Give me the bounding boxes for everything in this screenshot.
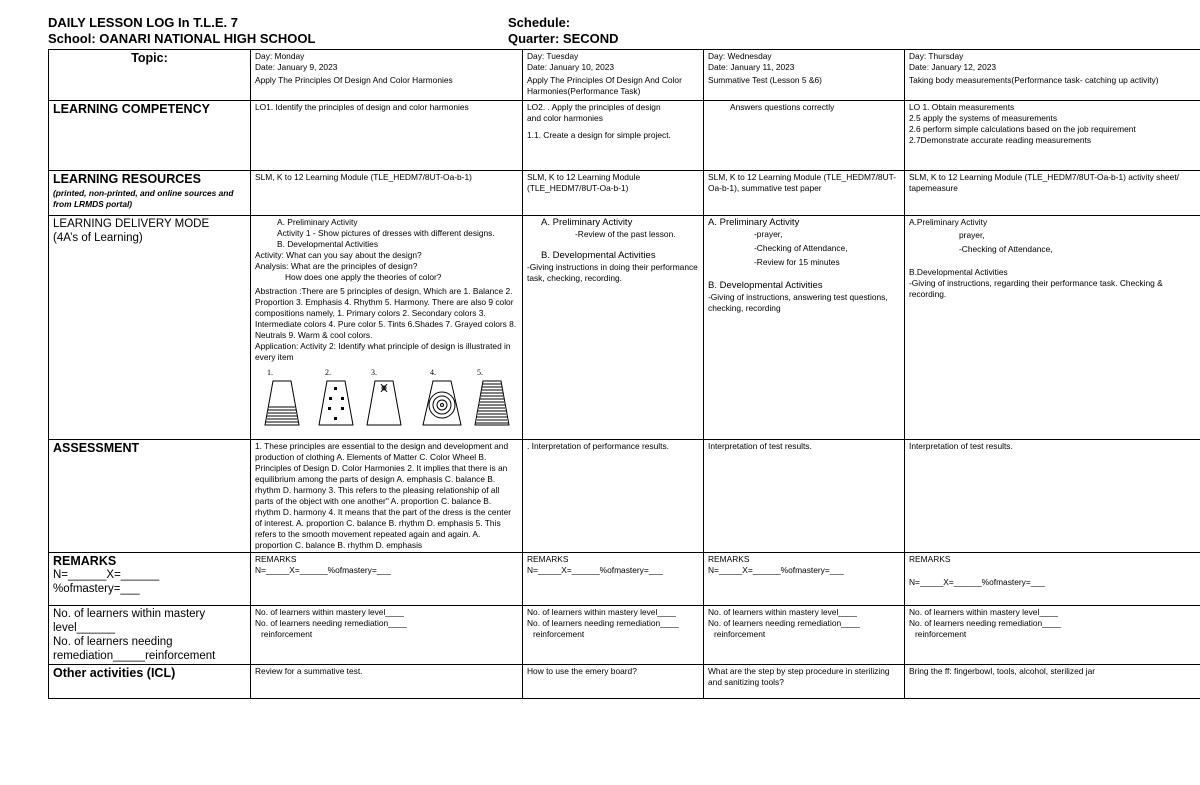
topic-label: Topic:	[49, 50, 251, 101]
school-name: School: OANARI NATIONAL HIGH SCHOOL	[48, 31, 316, 46]
remarks-line: N=_____X=______%ofmastery=___	[708, 565, 844, 575]
learners-label: No. of learners needing	[53, 636, 173, 648]
design-principles-illustration	[255, 367, 517, 433]
resources-text: SLM, K to 12 Learning Module	[527, 172, 641, 182]
assessment-label: ASSESSMENT	[49, 440, 251, 553]
thursday-topic-cell	[905, 50, 1200, 101]
assessment-row	[49, 440, 1200, 553]
monday-other: Review for a summative test.	[251, 665, 523, 699]
shape-number: 1.	[267, 368, 273, 377]
resources-row	[49, 171, 1200, 216]
activity-text: Activity 1 - Show pictures of dresses with different designs.	[277, 228, 495, 238]
competency-text: 1.1. Create a design for simple project.	[527, 130, 671, 140]
activity-text: -Giving of instructions, answering test questions, checking, recording	[708, 292, 888, 313]
learners-row	[49, 606, 1200, 665]
wednesday-topic-cell	[704, 50, 905, 101]
learners-label: remediation_____reinforcement	[53, 650, 216, 662]
resources-text: (TLE_HEDM7/8UT-Oa-b-1)	[527, 183, 629, 193]
competency-text: Answers questions correctly	[730, 102, 835, 112]
remarks-title: REMARKS	[708, 554, 750, 564]
mastery-level-text: No. of learners within mastery level____	[708, 607, 857, 617]
reinforcement-text: reinforcement	[714, 629, 766, 639]
tuesday-other: How to use the emery board?	[523, 665, 704, 699]
developmental-activities: B.Developmental Activities	[909, 267, 1008, 277]
resources-label: LEARNING RESOURCES	[53, 172, 201, 186]
thursday-competency	[905, 101, 1200, 171]
dress-shape-rhythm	[319, 381, 353, 425]
thursday-resources: SLM, K to 12 Learning Module (TLE_HEDM7/8UT-Oa-b-1) activity sheet/ tapemeasure	[905, 171, 1200, 216]
learners-label: level______	[53, 622, 116, 634]
tuesday-competency	[523, 101, 704, 171]
remediation-text: No. of learners needing remediation____	[909, 618, 1061, 628]
remarks-label: REMARKS	[53, 554, 117, 568]
competency-label: LEARNING COMPETENCY	[49, 101, 251, 171]
topic-row	[49, 50, 1200, 101]
delivery-sublabel: (4A’s of Learning)	[53, 232, 143, 244]
day-label: Day: Monday	[255, 51, 305, 61]
dress-shape-harmony	[423, 381, 461, 425]
reinforcement-text: reinforcement	[915, 629, 967, 639]
shape-number: 4.	[430, 368, 436, 377]
remarks-line: N=_____X=______%ofmastery=___	[909, 577, 1045, 587]
remarks-mastery: %ofmastery=___	[53, 583, 140, 595]
competency-text: LO 1. Obtain measurements	[909, 102, 1015, 112]
remarks-line: N=_____X=______%ofmastery=___	[255, 565, 391, 575]
quarter-label: Quarter: SECOND	[508, 31, 619, 46]
dress-shape-emphasis	[367, 381, 401, 425]
tuesday-assessment: . Interpretation of performance results.	[523, 440, 704, 553]
competency-text: 2.7Demonstrate accurate reading measurements	[909, 135, 1092, 145]
wednesday-delivery	[704, 216, 905, 440]
preliminary-activity: A.Preliminary Activity	[909, 217, 988, 227]
preliminary-activity: A. Preliminary Activity	[541, 217, 633, 228]
tuesday-delivery	[523, 216, 704, 440]
tuesday-topic-cell	[523, 50, 704, 101]
tuesday-resources	[523, 171, 704, 216]
reinforcement-text: reinforcement	[261, 629, 313, 639]
topic-text: Harmonies(Performance Task)	[527, 86, 641, 96]
analysis-text: Analysis: What are the principles of design?	[255, 261, 418, 271]
topic-text: Summative Test (Lesson 5 &6)	[708, 75, 822, 85]
activity-text: -Review for 15 minutes	[754, 257, 840, 267]
remarks-title: REMARKS	[255, 554, 297, 564]
resources-label-cell	[49, 171, 251, 216]
wednesday-other: What are the step by step procedure in sterilizing and sanitizing tools?	[704, 665, 905, 699]
delivery-label-cell	[49, 216, 251, 440]
other-activities-row	[49, 665, 1200, 699]
topic-text: Taking body measurements(Performance task- catching up activity)	[909, 75, 1159, 85]
shape-number: 2.	[325, 368, 331, 377]
date-label: Date: January 12, 2023	[909, 62, 997, 72]
wednesday-remarks	[704, 553, 905, 606]
thursday-remarks	[905, 553, 1200, 606]
activity-text: prayer,	[959, 230, 985, 240]
thursday-learners	[905, 606, 1200, 665]
preliminary-activity: A. Preliminary Activity	[277, 217, 358, 227]
monday-competency	[251, 101, 523, 171]
activity-text: -Checking of Attendance,	[754, 243, 848, 253]
wednesday-assessment: Interpretation of test results.	[704, 440, 905, 553]
date-label: Date: January 10, 2023	[527, 62, 615, 72]
remarks-title: REMARKS	[909, 554, 951, 564]
activity-text: -Giving instructions in doing their performance task, checking, recording.	[527, 262, 698, 283]
other-activities-label: Other activities (ICL)	[49, 665, 251, 699]
remarks-title: REMARKS	[527, 554, 569, 564]
remarks-n: N=______X=______	[53, 569, 160, 581]
developmental-activities: B. Developmental Activities	[541, 250, 656, 261]
learners-label: No. of learners within mastery	[53, 608, 206, 620]
delivery-label: LEARNING DELIVERY MODE	[53, 218, 210, 230]
activity-text: -prayer,	[754, 229, 783, 239]
thursday-assessment: Interpretation of test results.	[905, 440, 1200, 553]
document-title: DAILY LESSON LOG In T.L.E. 7	[48, 15, 238, 30]
remediation-text: No. of learners needing remediation____	[255, 618, 407, 628]
lesson-log-table	[48, 49, 1200, 699]
competency-text: 2.5 apply the systems of measurements	[909, 113, 1058, 123]
remarks-row	[49, 553, 1200, 606]
topic-text: Apply The Principles Of Design And Color Harmonies	[255, 75, 453, 85]
monday-delivery	[251, 216, 523, 440]
resources-sublabel: (printed, non-printed, and online sources and from LRMDS portal)	[53, 188, 234, 209]
date-label: Date: January 11, 2023	[708, 62, 795, 72]
mastery-level-text: No. of learners within mastery level____	[909, 607, 1058, 617]
remediation-text: No. of learners needing remediation____	[708, 618, 860, 628]
remarks-label-cell	[49, 553, 251, 606]
date-label: Date: January 9, 2023	[255, 62, 338, 72]
application-text: Application: Activity 2: Identify what principle of design is illustrated in every item	[255, 341, 511, 362]
activity-text: Activity: What can you say about the design?	[255, 250, 422, 260]
analysis-question: How does one apply the theories of color?	[285, 272, 442, 282]
monday-remarks	[251, 553, 523, 606]
monday-learners	[251, 606, 523, 665]
developmental-activities: B. Developmental Activities	[277, 239, 379, 249]
wednesday-learners	[704, 606, 905, 665]
competency-row	[49, 101, 1200, 171]
competency-text: LO2. . Apply the principles of design	[527, 102, 661, 112]
wednesday-resources: SLM, K to 12 Learning Module (TLE_HEDM7/8UT-Oa-b-1), summative test paper	[704, 171, 905, 216]
schedule-label: Schedule:	[508, 15, 571, 30]
thursday-other: Bring the ff: fingerbowl, tools, alcohol, sterilized jar	[905, 665, 1200, 699]
mastery-level-text: No. of learners within mastery level____	[255, 607, 404, 617]
developmental-activities: B. Developmental Activities	[708, 280, 823, 291]
dress-shape-proportion	[475, 381, 509, 425]
topic-text: Apply The Principles Of Design And Color	[527, 75, 682, 85]
monday-assessment: 1. These principles are essential to the design and development and production of clothing A. Elements of Matter C. Color Wheel B. Principles of Design D. Color Harmonies 2. It implies that there is an equilibrium among the parts of design A. emphasis C. balance B. rhythm D. harmony 3. This refers to the pleasing relationship of all parts of the object with one another" A. proportion C. balance B. rhythm D. harmony 4. It means that the part of the dress is the center of interest. A. proportion C. balance B. rhythm D. emphasis 5. This refers to the smooth movement repeated again and again. A. proportion C. balance B. rhythm D. emphasis	[251, 440, 523, 553]
mastery-level-text: No. of learners within mastery level____	[527, 607, 676, 617]
thursday-delivery	[905, 216, 1200, 440]
monday-resources: SLM, K to 12 Learning Module (TLE_HEDM7/8UT-Oa-b-1)	[251, 171, 523, 216]
learners-label-cell	[49, 606, 251, 665]
day-label: Day: Wednesday	[708, 51, 772, 61]
shape-number: 3.	[371, 368, 377, 377]
tuesday-learners	[523, 606, 704, 665]
activity-text: -Checking of Attendance,	[959, 244, 1053, 254]
monday-topic-cell	[251, 50, 523, 101]
shape-number: 5.	[477, 368, 483, 377]
day-label: Day: Tuesday	[527, 51, 579, 61]
activity-text: -Review of the past lesson.	[575, 229, 676, 239]
delivery-row	[49, 216, 1200, 440]
activity-text: -Giving of instructions, regarding their performance task. Checking & recording.	[909, 278, 1163, 299]
competency-text: LO1. Identify the principles of design and color harmonies	[255, 102, 469, 112]
day-label: Day: Thursday	[909, 51, 964, 61]
dress-shape-balance	[265, 381, 299, 425]
wednesday-competency	[704, 101, 905, 171]
preliminary-activity: A. Preliminary Activity	[708, 217, 800, 228]
competency-text: and color harmonies	[527, 113, 603, 123]
tuesday-remarks	[523, 553, 704, 606]
remediation-text: No. of learners needing remediation____	[527, 618, 679, 628]
reinforcement-text: reinforcement	[533, 629, 585, 639]
abstraction-text: Abstraction :There are 5 principles of design, Which are 1. Balance 2. Proportion 3. Emphasis 4. Rhythm 5. Harmony. There are also 9 color compositions namely, 1. Primary colors 2. Secondary colors 3. Intermediate colors 4. Pure color 5. Tints 6.Shades 7. Grayed colors 8. Neutrals 9. Warm & cool colors.	[255, 286, 517, 340]
competency-text: 2.6 perform simple calculations based on the job requirement	[909, 124, 1136, 134]
remarks-line: N=_____X=______%ofmastery=___	[527, 565, 663, 575]
